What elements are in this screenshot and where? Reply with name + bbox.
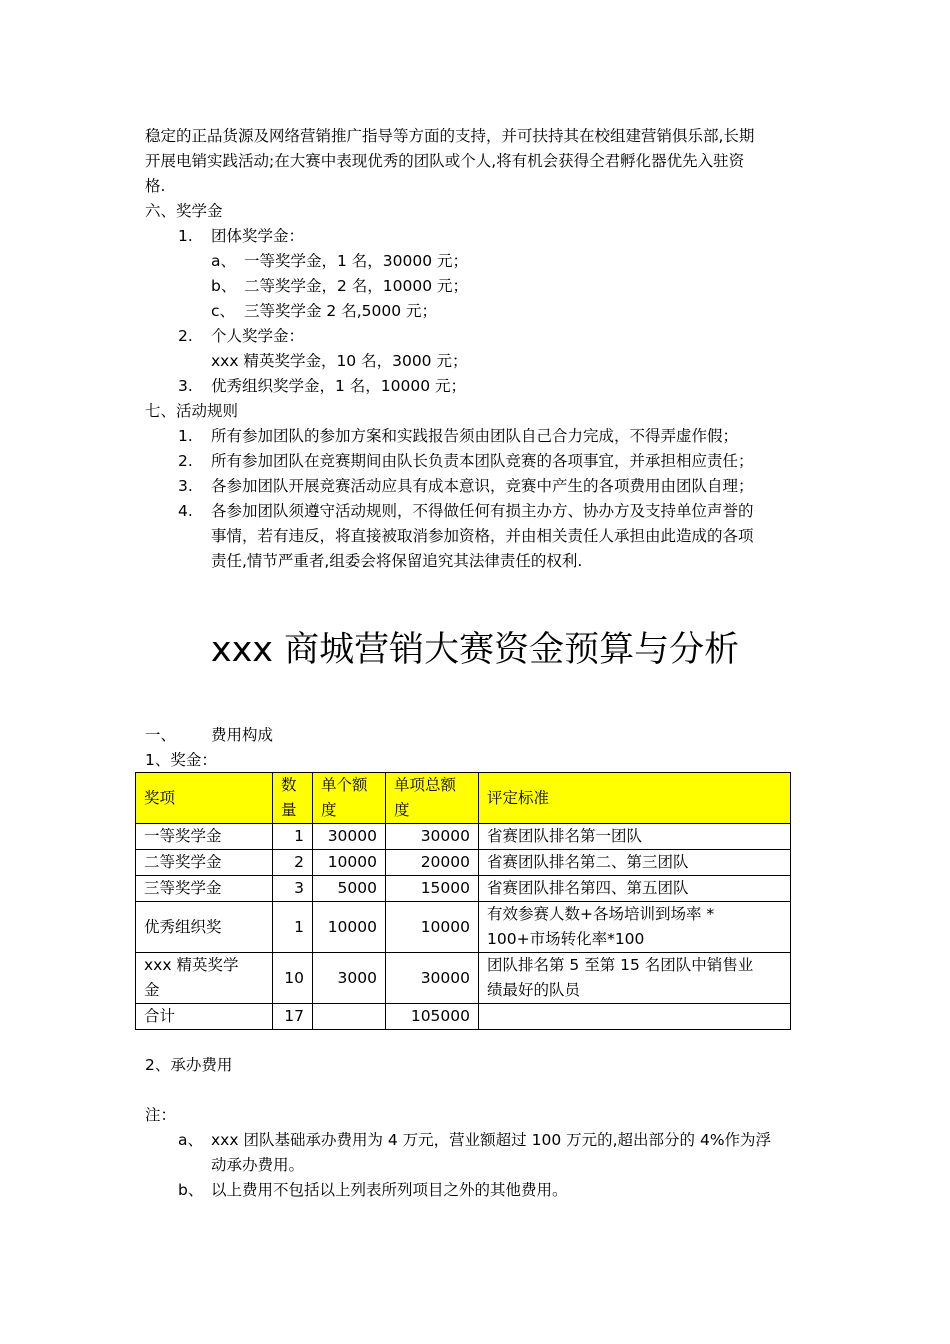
- award-name: 优秀组织奖: [136, 902, 273, 953]
- header-qty: [273, 773, 313, 824]
- award-criteria-line-2: 100+市场转化率*100: [487, 930, 645, 948]
- table-header-row: [136, 773, 791, 824]
- table-total-row: [136, 1004, 791, 1030]
- scholarship-item-2-text: 个人奖学金：: [211, 327, 305, 345]
- award-total-amount: 15000: [386, 876, 479, 902]
- scholarship-sub-a-mark: a、: [211, 252, 236, 270]
- award-criteria: 省赛团队排名第二、第三团队: [479, 850, 791, 876]
- note-label: 注：: [145, 1106, 177, 1124]
- scholarship-sub-b-mark: b、: [211, 277, 237, 295]
- rule-2-num: 2.: [178, 452, 193, 470]
- award-criteria-line-1: 团队排名第 5 至第 15 名团队中销售业: [487, 956, 754, 974]
- award-name: 二等奖学金: [136, 850, 273, 876]
- award-name-line-2: 金: [144, 981, 160, 999]
- header-criteria: 评定标准: [479, 773, 791, 824]
- rule-2-text: 所有参加团队在竞赛期间由队长负责本团队竞赛的各项事宜，并承担相应责任；: [211, 452, 754, 470]
- scholarship-item-3-num: 3.: [178, 377, 193, 395]
- scholarship-sub-b-text: 二等奖学金，2 名，10000 元；: [244, 277, 469, 295]
- header-qty-line-1: 数: [281, 776, 297, 794]
- header-total: [386, 773, 479, 824]
- award-unit-amount: 10000: [313, 902, 386, 953]
- rule-3-num: 3.: [178, 477, 193, 495]
- scholarship-item-1-num: 1.: [178, 227, 193, 245]
- rule-4-line-1: 各参加团队须遵守活动规则，不得做任何有损主办方、协办方及支持单位声誉的: [211, 502, 754, 520]
- prize-table: [135, 772, 791, 1030]
- award-total-amount: 10000: [386, 902, 479, 953]
- scholarship-sub-c-text: 三等奖学金 2 名,5000 元；: [244, 302, 438, 320]
- note-a-mark: a、: [178, 1131, 203, 1149]
- intro-line-1: 稳定的正品货源及网络营销推广指导等方面的支持，并可扶持其在校组建营销俱乐部,长期: [145, 127, 755, 145]
- header-total-line-1: 单项总额: [394, 776, 457, 794]
- award-qty: 3: [273, 876, 313, 902]
- total-qty: 17: [273, 1004, 313, 1030]
- award-unit-amount: 30000: [313, 824, 386, 850]
- section-number: 一、: [145, 726, 177, 744]
- award-total-amount: 30000: [386, 824, 479, 850]
- award-qty: 10: [273, 953, 313, 1004]
- header-award: 奖项: [136, 773, 273, 824]
- table-row: [136, 876, 791, 902]
- total-label: 合计: [136, 1004, 273, 1030]
- rule-1-num: 1.: [178, 427, 193, 445]
- award-criteria: 省赛团队排名第一团队: [479, 824, 791, 850]
- intro-line-3: 格.: [145, 177, 166, 195]
- header-qty-line-2: 量: [281, 801, 297, 819]
- note-a-line-1: xxx 团队基础承办费用为 4 万元，营业额超过 100 万元的,超出部分的 4%作为浮: [211, 1131, 772, 1149]
- header-unit-line-1: 单个额: [321, 776, 368, 794]
- document-title: xxx 商城营销大赛资金预算与分析: [210, 630, 740, 670]
- award-total-amount: 20000: [386, 850, 479, 876]
- rule-4-line-3: 责任,情节严重者,组委会将保留追究其法律责任的权利.: [211, 552, 583, 570]
- fees-heading: 2、承办费用: [145, 1056, 233, 1074]
- award-criteria: 省赛团队排名第四、第五团队: [479, 876, 791, 902]
- scholarship-sub-a-text: 一等奖学金，1 名，30000 元；: [244, 252, 469, 270]
- rules-heading: 七、活动规则: [145, 402, 239, 420]
- scholarship-sub-c-mark: c、: [211, 302, 236, 320]
- award-total-amount: 30000: [386, 953, 479, 1004]
- award-criteria: [479, 902, 791, 953]
- award-qty: 1: [273, 902, 313, 953]
- award-qty: 1: [273, 824, 313, 850]
- total-unit-amount: [313, 1004, 386, 1030]
- award-unit-amount: 3000: [313, 953, 386, 1004]
- table-row: [136, 850, 791, 876]
- award-name: 三等奖学金: [136, 876, 273, 902]
- rule-4-line-2: 事情，若有违反，将直接被取消参加资格，并由相关责任人承担由此造成的各项: [211, 527, 754, 545]
- award-name: [136, 953, 273, 1004]
- award-qty: 2: [273, 850, 313, 876]
- note-a-line-2: 动承办费用。: [211, 1156, 305, 1174]
- note-b-text: 以上费用不包括以上列表所列项目之外的其他费用。: [211, 1181, 568, 1199]
- scholarship-item-2-detail: xxx 精英奖学金，10 名，3000 元；: [211, 352, 468, 370]
- award-criteria-line-1: 有效参赛人数+各场培训到场率 *: [487, 905, 715, 923]
- intro-line-2: 开展电销实践活动;在大赛中表现优秀的团队或个人,将有机会获得仝君孵化器优先入驻资: [145, 152, 745, 170]
- award-unit-amount: 5000: [313, 876, 386, 902]
- scholarship-item-2-num: 2.: [178, 327, 193, 345]
- rule-3-text: 各参加团队开展竞赛活动应具有成本意识，竞赛中产生的各项费用由团队自理；: [211, 477, 754, 495]
- table-row: [136, 953, 791, 1004]
- header-unit-line-2: 度: [321, 801, 337, 819]
- award-unit-amount: 10000: [313, 850, 386, 876]
- award-name-line-1: xxx 精英奖学: [144, 956, 239, 974]
- section-label: 费用构成: [211, 726, 274, 744]
- award-criteria: [479, 953, 791, 1004]
- scholarship-heading: 六、奖学金: [145, 202, 223, 220]
- table-row: [136, 824, 791, 850]
- rule-4-num: 4.: [178, 502, 193, 520]
- note-b-mark: b、: [178, 1181, 204, 1199]
- award-criteria-line-2: 绩最好的队员: [487, 981, 581, 999]
- table-row: [136, 902, 791, 953]
- header-total-line-2: 度: [394, 801, 410, 819]
- scholarship-item-3-text: 优秀组织奖学金，1 名，10000 元；: [211, 377, 467, 395]
- total-amount: 105000: [386, 1004, 479, 1030]
- rule-1-text: 所有参加团队的参加方案和实践报告须由团队自己合力完成，不得弄虚作假；: [211, 427, 739, 445]
- total-criteria: [479, 1004, 791, 1030]
- header-unit: [313, 773, 386, 824]
- scholarship-item-1-text: 团体奖学金：: [211, 227, 305, 245]
- award-name: 一等奖学金: [136, 824, 273, 850]
- prize-subheading: 1、奖金：: [145, 751, 217, 769]
